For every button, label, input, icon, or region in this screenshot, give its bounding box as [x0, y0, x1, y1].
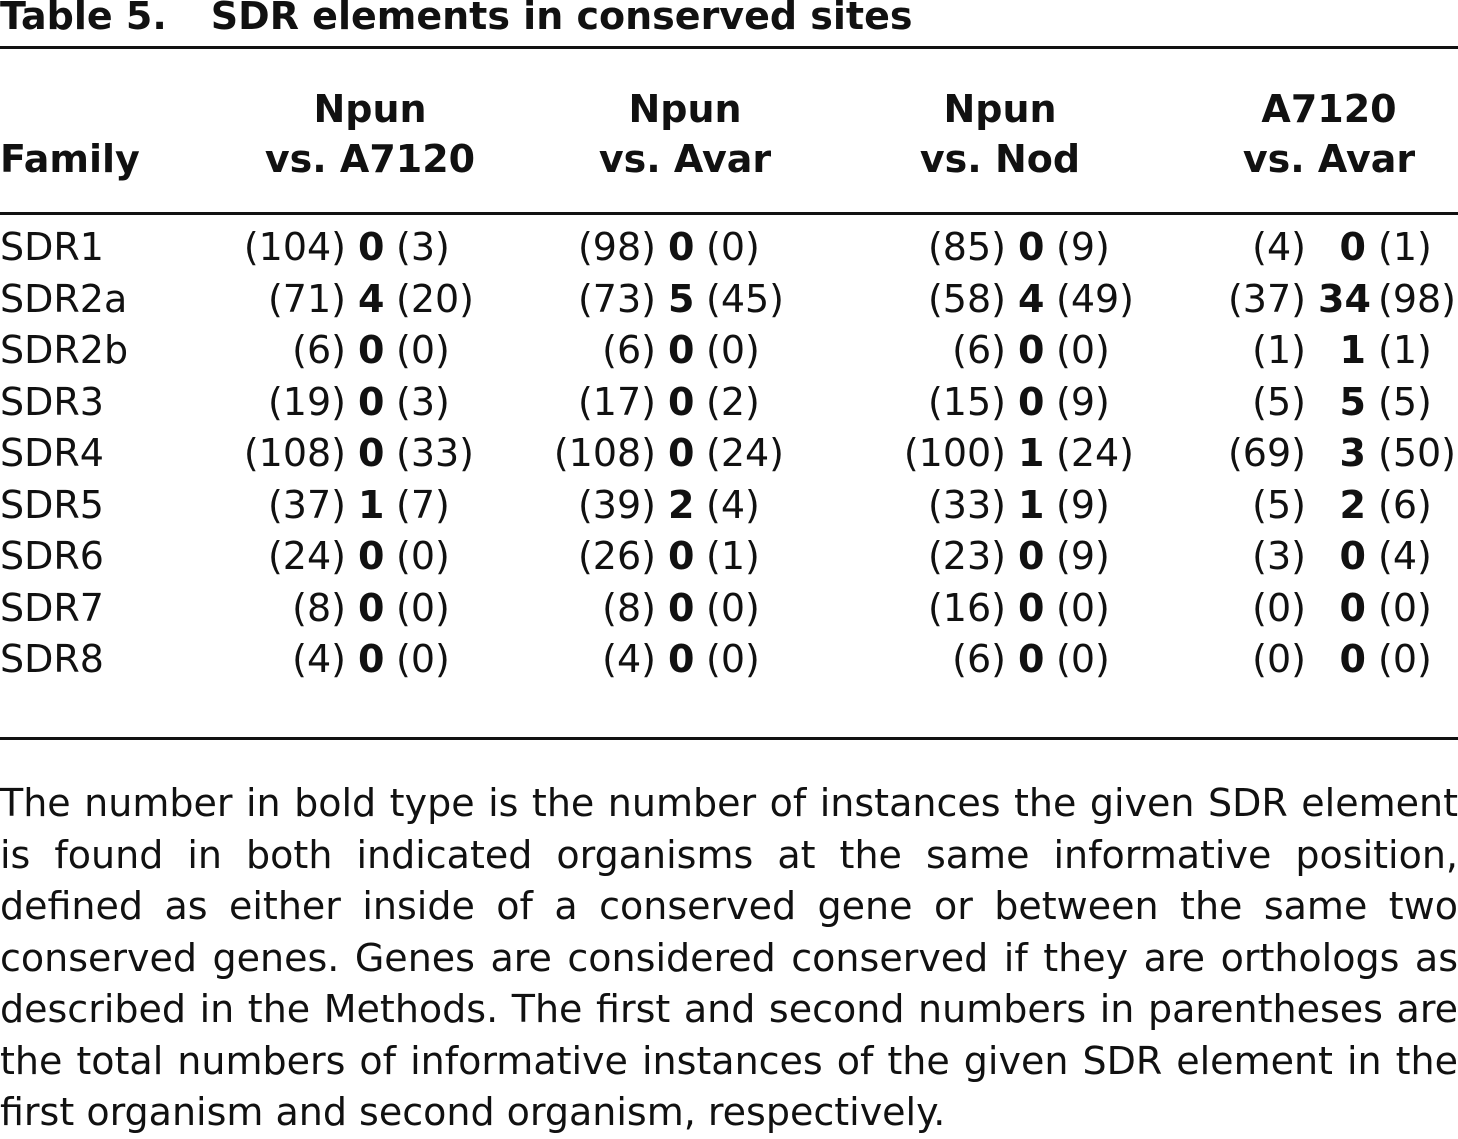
shared-count: 0 — [1018, 379, 1045, 424]
first-count: (6) — [602, 328, 656, 372]
family-cell: SDR8 — [0, 637, 104, 681]
shared-count: 1 — [358, 482, 385, 527]
shared-count: 0 — [1018, 637, 1045, 681]
value-cell — [500, 325, 830, 377]
shared-count: 1 — [1018, 431, 1045, 475]
second-count: (0) — [396, 534, 450, 578]
first-count: (108) — [243, 431, 346, 475]
shared-count: 0 — [1339, 585, 1366, 630]
header-rule — [0, 212, 1458, 215]
value-cell — [500, 377, 830, 429]
first-count: (4) — [292, 637, 346, 681]
first-count: (0) — [1252, 637, 1306, 681]
second-count: (9) — [1056, 225, 1110, 269]
table-row — [0, 325, 1458, 377]
second-count: (4) — [1378, 534, 1432, 578]
shared-count: 0 — [668, 328, 695, 372]
shared-count: 0 — [358, 431, 385, 475]
value-cell — [500, 222, 830, 274]
second-count: (0) — [706, 328, 760, 372]
first-count: (104) — [243, 225, 346, 269]
second-count: (0) — [396, 328, 450, 372]
second-count: (20) — [396, 276, 475, 321]
first-count: (8) — [292, 585, 346, 630]
value-cell — [1160, 325, 1458, 377]
table-title — [0, 0, 912, 38]
shared-count: 5 — [1339, 379, 1366, 424]
shared-count: 0 — [668, 431, 695, 475]
second-count: (98) — [1378, 276, 1457, 321]
value-cell — [1160, 428, 1458, 480]
shared-count: 0 — [668, 225, 695, 269]
shared-count: 5 — [668, 276, 695, 321]
shared-count: 1 — [1339, 328, 1366, 372]
family-cell: SDR1 — [0, 225, 104, 269]
first-count: (100) — [903, 431, 1006, 475]
value-cell — [500, 531, 830, 583]
first-count: (37) — [267, 482, 346, 527]
table-row — [0, 377, 1458, 429]
shared-count: 0 — [668, 637, 695, 681]
first-count: (4) — [1252, 225, 1306, 269]
first-count: (6) — [292, 328, 346, 372]
first-count: (24) — [267, 534, 346, 578]
family-cell: SDR4 — [0, 431, 104, 475]
table-row — [0, 222, 1458, 274]
first-count: (33) — [927, 482, 1006, 527]
first-count: (19) — [267, 379, 346, 424]
shared-count: 0 — [358, 585, 385, 630]
shared-count: 0 — [358, 225, 385, 269]
family-cell: SDR2a — [0, 276, 128, 321]
shared-count: 4 — [358, 276, 385, 321]
value-cell — [200, 634, 500, 686]
value-cell — [1160, 377, 1458, 429]
second-count: (0) — [396, 637, 450, 681]
value-cell — [830, 480, 1160, 532]
value-cell — [830, 222, 1160, 274]
value-cell — [500, 480, 830, 532]
first-count: (98) — [577, 225, 656, 269]
shared-count: 0 — [1018, 328, 1045, 372]
value-cell — [500, 583, 830, 635]
value-cell — [830, 274, 1160, 326]
value-cell — [830, 583, 1160, 635]
second-count: (49) — [1056, 276, 1135, 321]
first-count: (0) — [1252, 585, 1306, 630]
first-count: (26) — [577, 534, 656, 578]
first-count: (6) — [952, 637, 1006, 681]
second-count: (9) — [1056, 379, 1110, 424]
second-count: (3) — [396, 379, 450, 424]
first-count: (4) — [602, 637, 656, 681]
shared-count: 34 — [1318, 276, 1371, 321]
shared-count: 4 — [1018, 276, 1045, 321]
first-count: (1) — [1252, 328, 1306, 372]
second-count: (0) — [1056, 637, 1110, 681]
first-count: (37) — [1227, 276, 1306, 321]
first-count: (58) — [927, 276, 1006, 321]
table-caption: SDR elements in conserved sites — [210, 0, 913, 38]
shared-count: 2 — [1339, 482, 1366, 527]
second-count: (2) — [706, 379, 760, 424]
header-row — [0, 82, 1458, 184]
second-count: (4) — [706, 482, 760, 527]
table-label: Table 5. — [0, 0, 167, 38]
first-count: (5) — [1252, 379, 1306, 424]
second-count: (24) — [706, 431, 785, 475]
first-count: (108) — [553, 431, 656, 475]
shared-count: 0 — [358, 534, 385, 578]
first-count: (6) — [952, 328, 1006, 372]
value-cell — [500, 428, 830, 480]
value-cell — [1160, 634, 1458, 686]
family-cell: SDR3 — [0, 379, 104, 424]
table-row — [0, 531, 1458, 583]
second-count: (24) — [1056, 431, 1135, 475]
value-cell — [500, 634, 830, 686]
table-footnote: The number in bold type is the number of instances the given SDR element is found in both indicated organisms at the same informative position, defined as either inside of a conserved gene or between the same two conserved genes. Genes are considered conserved if they are orthologs as described in the Methods. The first and second numbers in parentheses are the total numbers of informative instances of the given SDR element in the first organism and second organism, respectively. — [0, 781, 1458, 1134]
first-count: (85) — [927, 225, 1006, 269]
shared-count: 0 — [668, 534, 695, 578]
value-cell — [200, 428, 500, 480]
value-cell — [200, 222, 500, 274]
second-count: (6) — [1378, 482, 1432, 527]
second-count: (0) — [1056, 328, 1110, 372]
value-cell — [1160, 480, 1458, 532]
first-count: (3) — [1252, 534, 1306, 578]
value-cell — [830, 428, 1160, 480]
first-count: (39) — [577, 482, 656, 527]
first-count: (69) — [1227, 431, 1306, 475]
value-cell — [200, 325, 500, 377]
second-count: (50) — [1378, 431, 1457, 475]
family-cell: SDR7 — [0, 585, 104, 630]
value-cell — [830, 325, 1160, 377]
first-count: (5) — [1252, 482, 1306, 527]
first-count: (8) — [602, 585, 656, 630]
value-cell — [1160, 531, 1458, 583]
table-row — [0, 583, 1458, 635]
first-count: (23) — [927, 534, 1006, 578]
table-row — [0, 428, 1458, 480]
second-count: (1) — [706, 534, 760, 578]
second-count: (45) — [706, 276, 785, 321]
bottom-rule — [0, 737, 1458, 740]
shared-count: 0 — [1018, 585, 1045, 630]
shared-count: 0 — [358, 379, 385, 424]
value-cell — [1160, 274, 1458, 326]
value-cell — [1160, 222, 1458, 274]
second-count: (33) — [396, 431, 475, 475]
family-cell: SDR5 — [0, 482, 104, 527]
family-header: Family — [0, 137, 140, 181]
second-count: (9) — [1056, 534, 1110, 578]
value-cell — [830, 531, 1160, 583]
second-count: (7) — [396, 482, 450, 527]
shared-count: 3 — [1339, 431, 1366, 475]
second-count: (0) — [706, 585, 760, 630]
top-rule — [0, 46, 1458, 49]
second-count: (0) — [706, 637, 760, 681]
sdr-table — [0, 82, 1458, 686]
shared-count: 0 — [1339, 637, 1366, 681]
second-count: (5) — [1378, 379, 1432, 424]
shared-count: 0 — [358, 637, 385, 681]
value-cell — [200, 274, 500, 326]
shared-count: 0 — [668, 585, 695, 630]
value-cell — [200, 480, 500, 532]
value-cell — [1160, 583, 1458, 635]
first-count: (73) — [577, 276, 656, 321]
shared-count: 0 — [1018, 225, 1045, 269]
first-count: (17) — [577, 379, 656, 424]
shared-count: 1 — [1018, 482, 1045, 527]
table-row — [0, 480, 1458, 532]
second-count: (0) — [1378, 637, 1432, 681]
column-header: Npun vs. A7120 — [264, 87, 476, 181]
shared-count: 2 — [668, 482, 695, 527]
value-cell — [200, 583, 500, 635]
first-count: (15) — [927, 379, 1006, 424]
column-header: Npun vs. Nod — [919, 87, 1081, 181]
second-count: (0) — [1056, 585, 1110, 630]
table-row — [0, 274, 1458, 326]
value-cell — [830, 634, 1160, 686]
second-count: (9) — [1056, 482, 1110, 527]
shared-count: 0 — [668, 379, 695, 424]
family-cell: SDR2b — [0, 328, 129, 372]
shared-count: 0 — [358, 328, 385, 372]
column-header: Npun vs. Avar — [598, 87, 772, 181]
second-count: (1) — [1378, 328, 1432, 372]
first-count: (71) — [267, 276, 346, 321]
value-cell — [830, 377, 1160, 429]
second-count: (0) — [1378, 585, 1432, 630]
column-header: A7120 vs. Avar — [1242, 87, 1416, 181]
second-count: (0) — [396, 585, 450, 630]
value-cell — [200, 531, 500, 583]
second-count: (0) — [706, 225, 760, 269]
second-count: (3) — [396, 225, 450, 269]
shared-count: 0 — [1339, 225, 1366, 269]
family-cell: SDR6 — [0, 534, 104, 578]
shared-count: 0 — [1018, 534, 1045, 578]
first-count: (16) — [927, 585, 1006, 630]
shared-count: 0 — [1339, 534, 1366, 578]
table-row — [0, 634, 1458, 686]
value-cell — [500, 274, 830, 326]
second-count: (1) — [1378, 225, 1432, 269]
value-cell — [200, 377, 500, 429]
